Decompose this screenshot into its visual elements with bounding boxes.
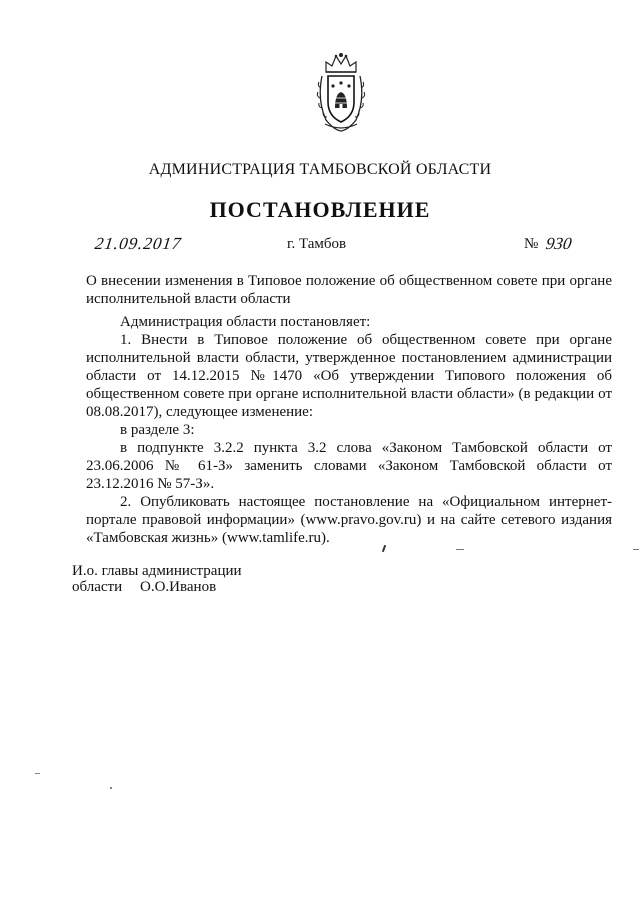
body-subitem: в подпункте 3.2.2 пункта 3.2 слова «Законом Тамбовской области от 23.06.2006 № 61-З» заменить словами «Законом Тамбовской области от 23.12.2016 № 57-З». <box>86 440 612 492</box>
scan-mark <box>382 545 386 552</box>
scan-mark <box>110 787 112 789</box>
body-preamble: Администрация области постановляет: <box>120 314 371 330</box>
body-item-1: 1. Внести в Типовое положение об общественном совете при органе исполнительной власти области, утвержденное постановлением администрации области от 14.12.2015 №1470 «Об утверждении Типового положения об общественном совете при органе исполнительной власти области» (в редакции от 08.08.2017), следующее изменение: <box>86 332 612 420</box>
document-type-title: ПОСТАНОВЛЕНИЕ <box>209 197 431 222</box>
body-section-ref: в разделе 3: <box>120 422 195 438</box>
document-number: 930 <box>544 234 573 253</box>
document-city: г. Тамбов <box>287 236 347 252</box>
signature-position-line2 <box>72 579 242 595</box>
signature-org: области <box>72 579 123 595</box>
document-date: 21.09.2017 <box>93 234 183 253</box>
document-number-prefix: № <box>524 236 539 252</box>
authority-title: АДМИНИСТРАЦИЯ ТАМБОВСКОЙ ОБЛАСТИ <box>148 161 492 178</box>
scan-mark <box>456 549 464 550</box>
document-subject: О внесении изменения в Типовое положение об общественном совете при органе исполнительной власти области <box>86 273 612 307</box>
scan-mark <box>35 773 40 774</box>
tambov-coat-of-arms-icon <box>316 50 366 132</box>
signature-block <box>72 563 242 595</box>
scan-mark <box>633 549 639 550</box>
signature-name: О.О.Иванов <box>140 579 217 595</box>
signature-position-line1: И.о. главы администрации <box>72 563 242 579</box>
body-item-2: 2. Опубликовать настоящее постановление на «Официальном интернет-портале правовой информации» (www.pravo.gov.ru) и на сайте сетевого издания «Тамбовская жизнь» (www.tamlife.ru). <box>86 494 612 546</box>
document-body <box>86 313 612 547</box>
document-meta-row <box>0 234 640 256</box>
